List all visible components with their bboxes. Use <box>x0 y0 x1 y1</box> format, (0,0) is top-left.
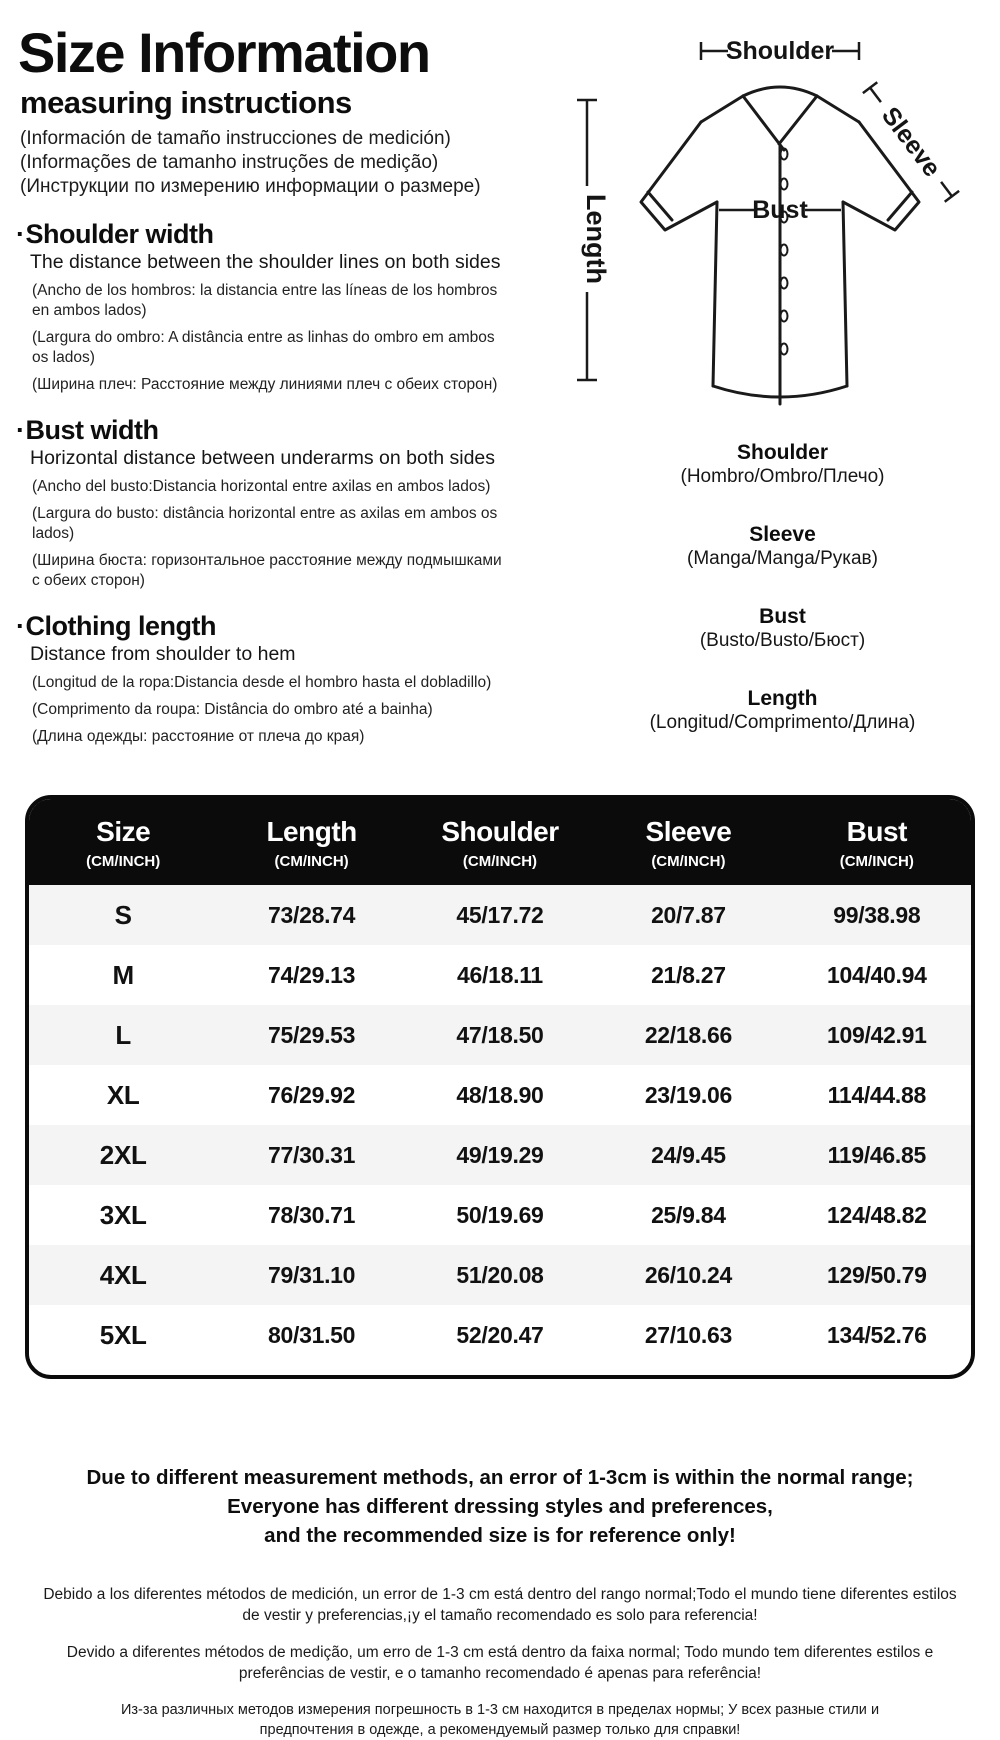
legend-translation: (Longitud/Comprimento/Длина) <box>649 712 916 733</box>
legend-name: Sleeve <box>749 523 816 546</box>
notice-en-line: Everyone has different dressing styles and preferences, <box>227 1495 773 1518</box>
cell-shoulder: 47/18.50 <box>456 1021 544 1048</box>
section-description: Horizontal distance between underarms on both sides <box>30 446 496 469</box>
cell-sleeve: 27/10.63 <box>644 1321 732 1348</box>
cell-size: L <box>115 1019 131 1050</box>
section-translation-pt: (Comprimento da roupa: Distância do ombro até a bainha) <box>32 700 433 718</box>
section-clothing-length <box>0 611 565 747</box>
collar <box>743 87 817 96</box>
cell-length: 73/28.74 <box>268 901 356 928</box>
legend-item-sleeve <box>565 522 1000 571</box>
column-header-length <box>217 816 405 870</box>
cell-bust: 129/50.79 <box>826 1261 927 1288</box>
page-subtitle: measuring instructions <box>20 84 352 120</box>
column-title: Size <box>96 816 151 847</box>
shoulder-diagram-label: Shoulder <box>725 37 835 65</box>
column-unit: (CM/INCH) <box>651 853 726 870</box>
title-translation-ru: (Инструкции по измерению информации о размере) <box>20 175 481 197</box>
notice-ru: Из-за различных методов измерения погрешность в 1-3 см находится в пределах нормы; У всех разные стили и предпочтения в одежде, а рекомендуемый размер только для справки! <box>120 1702 880 1738</box>
cell-length: 75/29.53 <box>268 1021 356 1048</box>
section-heading <box>16 611 565 642</box>
cell-bust: 124/48.82 <box>826 1201 927 1228</box>
title-translation-pt: (Informações de tamanho instruções de medição) <box>20 151 439 173</box>
cell-bust: 134/52.76 <box>826 1321 927 1348</box>
table-row <box>29 885 971 945</box>
column-unit: (CM/INCH) <box>86 853 161 870</box>
cell-length: 77/30.31 <box>268 1141 356 1168</box>
diagram-column <box>565 0 1000 755</box>
table-row <box>29 1185 971 1245</box>
cell-sleeve: 22/18.66 <box>644 1021 732 1048</box>
cell-bust: 99/38.98 <box>833 901 921 928</box>
notice-en <box>0 1463 1000 1550</box>
cell-size: 5XL <box>99 1319 147 1350</box>
cell-length: 74/29.13 <box>268 961 356 988</box>
column-header-sleeve <box>594 816 782 870</box>
footer-notices <box>0 1463 1000 1740</box>
table-row <box>29 1005 971 1065</box>
section-translation-es: (Ancho de los hombros: la distancia entre las líneas de los hombros en ambos lados) <box>32 281 498 319</box>
section-title: Clothing length <box>25 610 216 641</box>
legend-translation: (Hombro/Ombro/Плечо) <box>680 466 885 487</box>
title-translations <box>20 127 565 199</box>
section-title: Bust width <box>25 414 159 445</box>
size-table <box>25 795 975 1379</box>
top-area <box>0 0 1000 755</box>
cell-shoulder: 50/19.69 <box>456 1201 544 1228</box>
section-description: The distance between the shoulder lines on both sides <box>30 250 501 273</box>
legend-name: Shoulder <box>736 441 828 464</box>
cell-size: 2XL <box>99 1139 147 1170</box>
cell-shoulder: 45/17.72 <box>456 901 544 928</box>
cell-bust: 119/46.85 <box>827 1141 926 1168</box>
size-table-header <box>29 799 971 885</box>
column-unit: (CM/INCH) <box>274 853 349 870</box>
cell-sleeve: 24/9.45 <box>651 1141 726 1168</box>
legend-item-shoulder <box>565 440 1000 489</box>
length-diagram-label: Length <box>581 194 611 284</box>
cell-size: 3XL <box>99 1199 147 1230</box>
legend-translation: (Manga/Manga/Рукав) <box>687 548 878 569</box>
notice-pt: Devido a diferentes métodos de medição, um erro de 1-3 cm está dentro da faixa normal; Todo mundo tem diferentes estilos e preferências de vestir, e o tamanho recomendado é apenas para referência! <box>66 1644 934 1682</box>
table-row <box>29 1245 971 1305</box>
section-shoulder-width <box>0 219 565 395</box>
collar-right-wing <box>779 96 817 144</box>
notice-en-line: Due to different measurement methods, an error of 1-3cm is within the normal range; <box>86 1466 914 1489</box>
title-translation-es: (Información de tamaño instrucciones de medición) <box>20 127 451 149</box>
legend-name: Bust <box>759 605 806 628</box>
legend-item-bust <box>565 604 1000 653</box>
section-bust-width <box>0 415 565 591</box>
section-heading <box>16 415 565 446</box>
cell-sleeve: 25/9.84 <box>651 1201 726 1228</box>
page-title: Size Information <box>18 21 430 84</box>
cell-sleeve: 21/8.27 <box>651 961 726 988</box>
cell-sleeve: 26/10.24 <box>644 1261 732 1288</box>
cell-size: 4XL <box>99 1259 147 1290</box>
legend-item-length <box>565 686 1000 735</box>
column-header-size <box>29 816 217 870</box>
cell-length: 76/29.92 <box>268 1081 356 1108</box>
cell-bust: 109/42.91 <box>826 1021 927 1048</box>
buttons <box>781 149 788 355</box>
column-title: Bust <box>846 816 907 847</box>
cell-length: 78/30.71 <box>268 1201 356 1228</box>
section-translation-ru: (Длина одежды: расстояние от плеча до края) <box>32 727 365 745</box>
cell-shoulder: 52/20.47 <box>456 1321 544 1348</box>
collar-left-wing <box>743 96 784 150</box>
bullet: · <box>16 610 25 641</box>
body-right-side <box>843 202 847 386</box>
cell-size: M <box>112 959 134 990</box>
sleeve-diagram-label: Sleeve <box>875 101 947 183</box>
body-left-side <box>713 202 717 386</box>
bullet: · <box>16 414 25 445</box>
column-title: Length <box>266 816 357 847</box>
section-heading <box>16 219 565 250</box>
notice-es: Debido a los diferentes métodos de medición, un error de 1-3 cm está dentro del rango normal;Todo el mundo tiene diferentes estilos de vestir y preferencias,¡y el tamaño recomendado es solo para referencia! <box>43 1586 957 1624</box>
cell-length: 79/31.10 <box>268 1261 356 1288</box>
cell-sleeve: 23/19.06 <box>644 1081 732 1108</box>
right-shoulder <box>817 96 859 122</box>
cell-shoulder: 49/19.29 <box>456 1141 544 1168</box>
column-unit: (CM/INCH) <box>839 853 914 870</box>
section-translation-ru: (Ширина плеч: Расстояние между линиями плеч с обеих сторон) <box>32 375 498 393</box>
cell-length: 80/31.50 <box>268 1321 356 1348</box>
cell-shoulder: 46/18.11 <box>457 961 543 988</box>
cell-bust: 104/40.94 <box>826 961 927 988</box>
bust-diagram-label: Bust <box>752 196 808 224</box>
section-translation-es: (Ancho del busto:Distancia horizontal entre axilas en ambos lados) <box>32 477 491 495</box>
cell-size: XL <box>106 1079 140 1110</box>
cell-sleeve: 20/7.87 <box>651 901 726 928</box>
section-translation-es: (Longitud de la ropa:Distancia desde el hombro hasta el dobladillo) <box>32 673 492 691</box>
section-translation-ru: (Ширина бюста: горизонтальное расстояние между подмышками с обеих сторон) <box>32 551 502 589</box>
section-title: Shoulder width <box>25 218 214 249</box>
cell-size: S <box>114 899 132 930</box>
cell-bust: 114/44.88 <box>827 1081 926 1108</box>
column-header-bust <box>783 816 971 870</box>
column-header-shoulder <box>406 816 594 870</box>
table-row <box>29 1065 971 1125</box>
shirt-measurement-diagram <box>565 34 1000 426</box>
table-row <box>29 945 971 1005</box>
table-row <box>29 1125 971 1185</box>
diagram-legend <box>565 440 1000 735</box>
cell-shoulder: 48/18.90 <box>456 1081 544 1108</box>
section-translation-pt: (Largura do ombro: A distância entre as linhas do ombro em ambos os lados) <box>32 328 495 366</box>
column-title: Shoulder <box>441 816 559 847</box>
section-translation-pt: (Largura do busto: distância horizontal entre as axilas em ambos os lados) <box>32 504 498 542</box>
shirt-outline <box>641 87 919 404</box>
bullet: · <box>16 218 25 249</box>
column-unit: (CM/INCH) <box>462 853 538 870</box>
instructions-column <box>0 0 565 755</box>
left-sleeve <box>641 122 717 230</box>
column-title: Sleeve <box>645 816 732 847</box>
section-description: Distance from shoulder to hem <box>30 642 296 665</box>
legend-name: Length <box>747 687 818 710</box>
notice-en-line: and the recommended size is for reference only! <box>264 1524 736 1547</box>
legend-translation: (Busto/Busto/Бюст) <box>699 630 866 651</box>
table-row <box>29 1305 971 1365</box>
left-shoulder <box>701 96 743 122</box>
cell-shoulder: 51/20.08 <box>456 1261 544 1288</box>
